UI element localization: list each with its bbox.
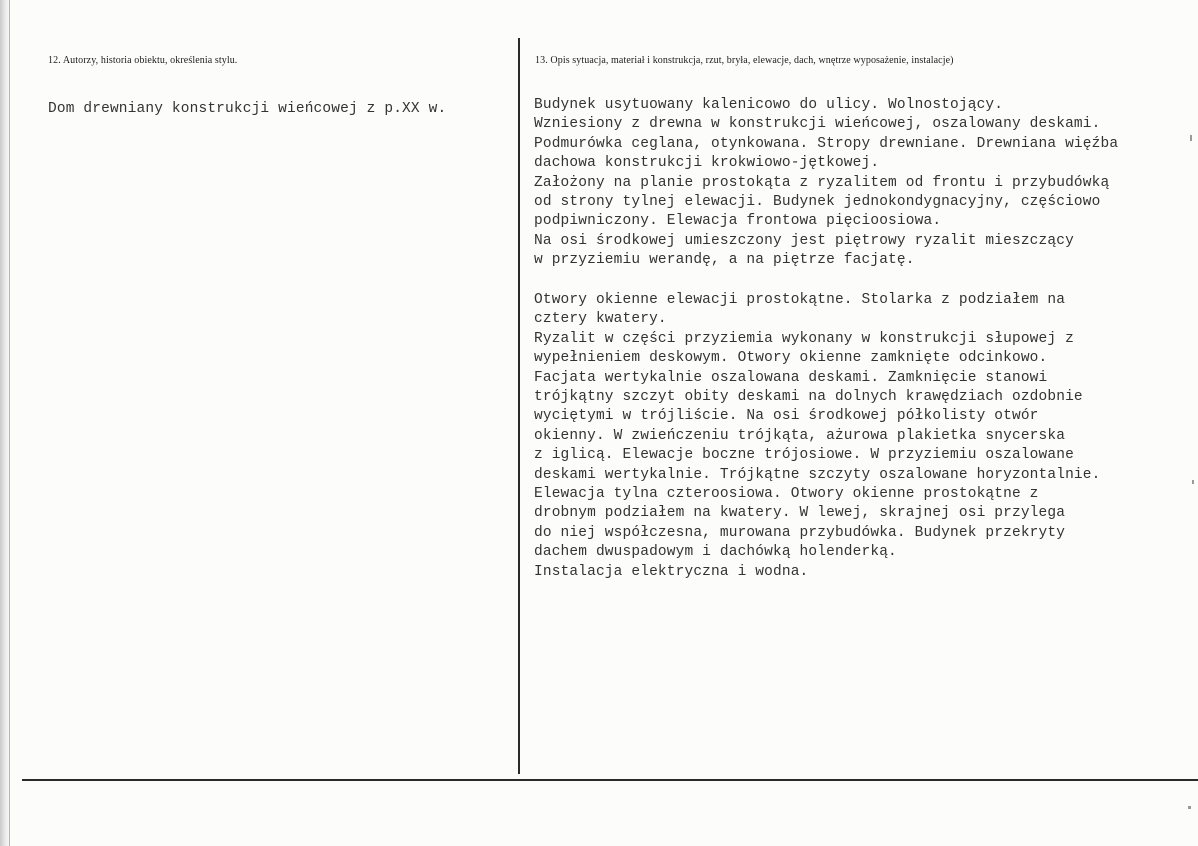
scan-shadow-edge [0,0,9,846]
column-divider [518,38,520,774]
section-13-header: 13. Opis sytuacja, materiał i konstrukcja, rzut, bryła, elewacje, dach, wnętrze wyposażenie, instalacje) [535,55,954,66]
scan-speck [1192,480,1194,484]
section-13-paragraph-2: Otwory okienne elewacji prostokątne. Stolarka z podziałem na cztery kwatery. Ryzalit w części przyziemia wykonany w konstrukcji słupowej z wypełnieniem deskowym. Otwory okienne zamknięte odcinkowo. Facjata wertykalnie oszalowana deskami. Zamknięcie stanowi trójkątny szczyt obity deskami na dolnych krawędziach ozdobnie wyciętymi w trójliście. Na osi środkowej półkolisty otwór okienny. W zwieńczeniu trójkąta, ażurowa plakietka snycerska z iglicą. Elewacje boczne trójosiowe. W przyziemiu oszalowane deskami wertykalnie. Trójkątne szczyty oszalowane horyzontalnie. Elewacja tylna czteroosiowa. Otwory okienne prostokątne z drobnym podziałem na kwatery. W lewej, skrajnej osi przylega do niej współczesna, murowana przybudówka. Budynek przekryty dachem dwuspadowym i dachówką holenderką. Instalacja elektryczna i wodna. [534,292,1101,580]
scan-speck [1188,806,1191,809]
scan-speck [1190,135,1192,141]
section-12-text: Dom drewniany konstrukcji wieńcowej z p.XX w. [48,101,447,117]
scan-edge-line [9,0,10,846]
bottom-rule [22,779,1198,781]
section-12-header: 12. Autorzy, historia obiektu, określenia stylu. [48,55,238,66]
section-13-paragraph-1: Budynek usytuowany kalenicowo do ulicy. Wolnostojący. Wzniesiony z drewna w konstrukcji wieńcowej, oszalowany deskami. Podmurówka ceglana, otynkowana. Stropy drewniane. Drewniana więźba dachowa konstrukcji krokwiowo-jętkowej. Założony na planie prostokąta z ryzalitem od frontu i przybudówką od strony tylnej elewacji. Budynek jednokondygnacyjny, częściowo podpiwniczony. Elewacja frontowa pięcioosiowa. Na osi środkowej umieszczony jest piętrowy ryzalit mieszczący w przyziemiu werandę, a na piętrze facjatę. [534,97,1119,269]
